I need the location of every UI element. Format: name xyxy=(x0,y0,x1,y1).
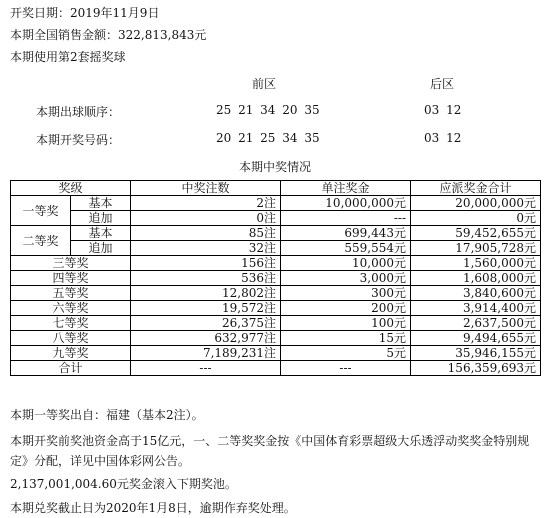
unit-prize: 3,000元 xyxy=(281,271,411,286)
unit-prize: 15元 xyxy=(281,331,411,346)
unit-prize: 699,443元 xyxy=(281,226,411,241)
winner-count: 632,977注 xyxy=(131,331,281,346)
winner-count: 2注 xyxy=(131,196,281,211)
prize-level: 九等奖 xyxy=(11,346,131,361)
prize-level: 八等奖 xyxy=(11,331,131,346)
table-total-row xyxy=(11,361,541,376)
table-row xyxy=(11,256,541,271)
winner-count: 26,375注 xyxy=(131,316,281,331)
winner-count: 19,572注 xyxy=(131,301,281,316)
total-label: 合计 xyxy=(11,361,131,376)
total-prize: 1,608,000元 xyxy=(411,271,541,286)
prize-sub: 基本 xyxy=(71,196,131,211)
winning-number-back: 03 12 xyxy=(424,131,462,145)
table-row xyxy=(11,211,541,226)
unit-prize: 100元 xyxy=(281,316,411,331)
winning-number-label: 本期开奖号码： xyxy=(36,133,121,147)
unit-prize: 10,000元 xyxy=(281,256,411,271)
winner-count: 0注 xyxy=(131,211,281,226)
unit-prize: 300元 xyxy=(281,286,411,301)
winner-count: 32注 xyxy=(131,241,281,256)
total-prize: 0元 xyxy=(411,211,541,226)
col-header-count: 中奖注数 xyxy=(131,181,281,196)
prize-sub: 追加 xyxy=(71,211,131,226)
unit-prize: 559,554元 xyxy=(281,241,411,256)
pool-note: 本期开奖前奖池资金高于15亿元，一、二等奖奖金按《中国体育彩票超级大乐透浮动奖奖金特别规定》分配，详见中国体彩网公告。 xyxy=(10,434,530,468)
prize-level: 一等奖 xyxy=(11,196,71,226)
table-row xyxy=(11,316,541,331)
total-prize: 59,452,655元 xyxy=(411,226,541,241)
sales-amount: 本期全国销售金额：322,813,843元 xyxy=(10,28,207,42)
table-caption: 本期中奖情况 xyxy=(238,160,311,174)
unit-prize: 5元 xyxy=(281,346,411,361)
col-header-unit: 单注奖金 xyxy=(281,181,411,196)
back-zone-label: 后区 xyxy=(430,77,455,91)
table-row xyxy=(11,301,541,316)
deadline-note: 本期兑奖截止日为2020年1月8日，逾期作弃奖处理。 xyxy=(10,501,296,515)
prize-sub: 基本 xyxy=(71,226,131,241)
table-row xyxy=(11,346,541,361)
col-header-total: 应派奖金合计 xyxy=(411,181,541,196)
draw-order-label: 本期出球顺序： xyxy=(36,105,121,119)
prize-level: 二等奖 xyxy=(11,226,71,256)
prize-table xyxy=(10,180,541,376)
total-prize: 17,905,728元 xyxy=(411,241,541,256)
total-prize: 3,914,400元 xyxy=(411,301,541,316)
prize-level: 五等奖 xyxy=(11,286,131,301)
total-prize: 35,946,155元 xyxy=(411,346,541,361)
col-header-level: 奖级 xyxy=(11,181,131,196)
total-prize: 1,560,000元 xyxy=(411,256,541,271)
unit-prize: 200元 xyxy=(281,301,411,316)
table-row xyxy=(11,286,541,301)
prize-sub: 追加 xyxy=(71,241,131,256)
draw-date: 开奖日期：2019年11月9日 xyxy=(10,6,160,20)
total-prize: 20,000,000元 xyxy=(411,196,541,211)
table-row xyxy=(11,241,541,256)
total-prize: 2,637,500元 xyxy=(411,316,541,331)
winner-count: 12,802注 xyxy=(131,286,281,301)
unit-prize: --- xyxy=(281,361,411,376)
table-header-row xyxy=(11,181,541,196)
draw-order-front: 25 21 34 20 35 xyxy=(216,103,320,117)
prize-level: 三等奖 xyxy=(11,256,131,271)
table-row xyxy=(11,226,541,241)
unit-prize: 10,000,000元 xyxy=(281,196,411,211)
prize-level: 六等奖 xyxy=(11,301,131,316)
winning-number-front: 20 21 25 34 35 xyxy=(216,131,320,145)
winner-count: 156注 xyxy=(131,256,281,271)
table-row xyxy=(11,196,541,211)
total-prize: 156,359,693元 xyxy=(411,361,541,376)
ball-set-note: 本期使用第2套摇奖球 xyxy=(10,50,126,64)
total-prize: 9,494,655元 xyxy=(411,331,541,346)
prize-level: 七等奖 xyxy=(11,316,131,331)
front-zone-label: 前区 xyxy=(252,77,277,91)
draw-order-back: 03 12 xyxy=(424,103,462,117)
table-row xyxy=(11,331,541,346)
winner-count: 85注 xyxy=(131,226,281,241)
rollover-note: 2,137,001,004.60元奖金滚入下期奖池。 xyxy=(10,477,237,491)
winner-count: --- xyxy=(131,361,281,376)
total-prize: 3,840,600元 xyxy=(411,286,541,301)
winner-count: 536注 xyxy=(131,271,281,286)
unit-prize: --- xyxy=(281,211,411,226)
winner-count: 7,189,231注 xyxy=(131,346,281,361)
first-prize-origin: 本期一等奖出自：福建（基本2注）。 xyxy=(10,408,204,422)
table-row xyxy=(11,271,541,286)
prize-level: 四等奖 xyxy=(11,271,131,286)
